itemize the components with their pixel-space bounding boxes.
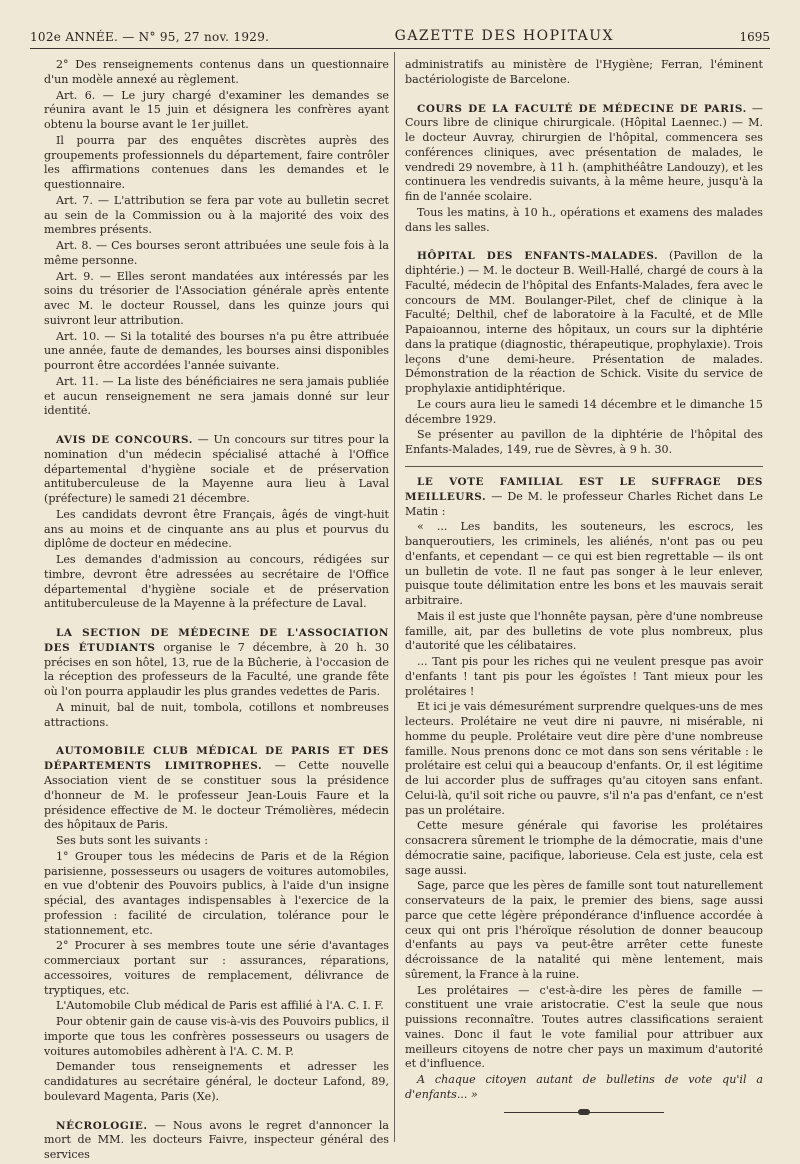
section-heading: HÔPITAL DES ENFANTS-MALADES.	[417, 250, 659, 263]
section-text: (Pavillon de la diphtérie.) — M. le docteur B. Weill-Hallé, chargé de cours à la Faculté, médecin de l'hôpital des Enfants-Malades, fera avec le concours de MM. Boulanger-Pilet, chef de clinique à la Faculté; Delthil, chef de laboratoire à la Faculté, et de Mlle Papaioannou, interne des hôpitaux, un cours sur la diphtérie dans la pratique (diagnostic, thérapeutique, prophylaxie). Trois leçons d'une demi-heure. Présentation de malades. Démonstration de la réaction de Schick. Visite du service de prophylaxie antidiphtérique.	[405, 249, 763, 396]
section-heading: LE VOTE FAMILIAL EST LE SUFFRAGE DES MEILLEURS.	[405, 475, 763, 503]
paragraph: Les prolétaires — c'est-à-dire les pères de famille — constituent une vraie aristocratie. C'est la seule que nous puissions reconnaître. Toutes autres classifications seraient vaines. Donc il faut le vote familial pour attribuer aux meilleurs citoyens de notre cher pays un maximum d'autorité et d'influence.	[405, 983, 763, 1071]
section-text: organise le 7 décembre, à 20 h. 30 précises en son hôtel, 13, rue de la Bûcherie, à l'occasion de la réception des professeurs de la Faculté, une grande fête où l'on pourra applaudir les plus grandes vedettes de Paris.	[44, 640, 390, 699]
paragraph: Art. 7. — L'attribution se fera par vote au bulletin secret au sein de la Commission ou à la majorité des voix des membres présents.	[44, 193, 389, 237]
paragraph: 1° Grouper tous les médecins de Paris et de la Région parisienne, possesseurs ou usagers de voitures automobiles, en vue d'obtenir des Pouvoirs publics, à l'aide d'un insigne spécial, des avantages indispensables à l'exercice de la profession : facilité de circulation, tolérance pour le stationnement, etc.	[44, 849, 389, 937]
paragraph: A minuit, bal de nuit, tombola, cotillons et nombreuses attractions.	[44, 700, 389, 729]
paragraph	[44, 433, 389, 507]
section-heading: LA SECTION DE MÉDECINE DE L'ASSOCIATION DES ÉTUDIANTS	[44, 627, 389, 654]
issue-info: 102e ANNÉE. — N° 95, 27 nov. 1929.	[30, 30, 270, 44]
paragraph: 2° Des renseignements contenus dans un questionnaire d'un modèle annexé au règlement.	[44, 58, 389, 86]
section-text: — Cette nouvelle Association vient de se constituer sous la présidence d'honneur de M. le professeur Jean-Louis Faure et la présidence effective de M. le docteur Trémolières, médecin des hôpitaux de Paris.	[44, 759, 389, 832]
left-column	[44, 58, 389, 1164]
paragraph: Ses buts sont les suivants :	[56, 834, 208, 848]
section-heading: COURS DE LA FACULTÉ DE MÉDECINE DE PARIS.	[417, 102, 747, 115]
end-ornament	[504, 1109, 664, 1115]
paragraph	[44, 744, 389, 833]
paragraph	[405, 102, 763, 205]
section-cours-faculte	[405, 102, 763, 236]
paragraph: Et ici je vais démesurément surprendre quelques-uns de mes lecteurs. Prolétaire ne veut dire ni pauvre, ni misérable, ni homme du peuple. Prolétaire veut dire père d'une nombreuse famille. Nous prenons donc ce mot dans son sens véritable : le prolétaire est celui qui a beaucoup d'enfants. Or, il est légitime de lui accorder plus de suffrages qu'au citoyen sans enfant. Celui-là, qu'il soit riche ou pauvre, s'il n'a pas d'enfant, ce n'est pas un prolétaire.	[405, 700, 763, 817]
paragraph: Les demandes d'admission au concours, rédigées sur timbre, devront être adressées au secrétaire de l'Office départemental d'hygiène sociale et de préservation antituberculeuse de la Mayenne à la préfecture de Laval.	[44, 553, 389, 611]
page-number: 1695	[739, 30, 770, 44]
paragraph: A chaque citoyen autant de bulletins de vote qu'il a d'enfants... »	[405, 1073, 763, 1101]
right-column	[405, 58, 763, 1115]
journal-title: GAZETTE DES HOPITAUX	[394, 28, 615, 44]
section-concours	[44, 433, 389, 612]
paragraph: Les candidats devront être Français, âgés de vingt-huit ans au moins et de cinquante ans au plus et pourvus du diplôme de docteur en médecine.	[44, 507, 389, 551]
paragraph: Tous les matins, à 10 h., opérations et examens des malades dans les salles.	[405, 205, 763, 234]
paragraph: Art. 8. — Ces bourses seront attribuées une seule fois à la même personne.	[44, 239, 389, 267]
section-heading: AVIS DE CONCOURS.	[56, 434, 193, 446]
paragraph: « ... Les bandits, les souteneurs, les escrocs, les banqueroutiers, les criminels, les aliénés, n'ont pas ou peu d'enfants, et cependant — ce qui est bien regrettable — ils ont un bulletin de vote. Il ne faut pas songer à le leur enlever, puisque toute délimitation entre les bons et les mauvais serait arbitraire.	[405, 520, 763, 608]
paragraph: Art. 9. — Elles seront mandatées aux intéressés par les soins du trésorier de l'Association générale après entente avec M. le docteur Roussel, dans les quinze jours qui suivront leur attribution.	[44, 269, 389, 327]
section-necrologie	[44, 1119, 389, 1163]
section-automobile-club	[44, 744, 389, 1104]
paragraph: Art. 11. — La liste des bénéficiaires ne sera jamais publiée et aucun renseignement ne sera jamais donné sur leur identité.	[44, 374, 389, 418]
section-vote-familial	[405, 475, 763, 1103]
section-text: — Un concours sur titres pour la nomination d'un médecin spécialisé attaché à l'Office départemental d'hygiène sociale et de préservation antituberculeuse de la Mayenne aura lieu à Laval (préfecture) le samedi 21 décembre.	[44, 433, 389, 506]
paragraph: administratifs au ministère de l'Hygiène; Ferran, l'éminent bactériologiste de Barcelone.	[405, 58, 763, 86]
section-rule	[405, 466, 763, 467]
paragraph: 2° Procurer à ses membres toute une série d'avantages commerciaux portant sur : assurances, réparations, accessoires, voitures de remplacement, délivrance de tryptiques, etc.	[44, 939, 389, 997]
paragraph	[44, 1119, 389, 1163]
paragraph: Se présenter au pavillon de la diphtérie de l'hôpital des Enfants-Malades, 149, rue de Sèvres, à 9 h. 30.	[405, 428, 763, 457]
paragraph: Pour obtenir gain de cause vis-à-vis des Pouvoirs publics, il importe que tous les confrères possesseurs ou usagers de voitures automobiles adhèrent à l'A. C. M. P.	[44, 1015, 389, 1058]
section-text: — Cours libre de clinique chirurgicale. (Hôpital Laennec.) — M. le docteur Auvray, chirurgien de l'hôpital, commencera ses conférences cliniques, avec présentation de malades, le vendredi 29 novembre, à 11 h. (amphithéâtre Landouzy), et les continuera les vendredis suivants, à la même heure, jusqu'à la fin de l'année scolaire.	[405, 101, 763, 204]
paragraph	[405, 475, 763, 519]
paragraph: Demander tous renseignements et adresser les candidatures au secrétaire général, le docteur Lafond, 89, boulevard Magenta, Paris (Xe).	[44, 1060, 389, 1103]
section-hopital-enfants	[405, 249, 763, 458]
paragraph	[44, 626, 389, 700]
paragraph: Le cours aura lieu le samedi 14 décembre et le dimanche 15 décembre 1929.	[405, 397, 763, 426]
paragraph: Sage, parce que les pères de famille sont tout naturellement conservateurs de la paix, le premier des biens, sage aussi parce que cette légère prépondérance d'influence accordée à ceux qui ont pris l'héroïque résolution de donner beaucoup d'enfants au pays va peut-être arrêter cette funeste décroissance de la natalité qui mène lentement, mais sûrement, la France à la ruine.	[405, 879, 763, 981]
paragraph: Cette mesure générale qui favorise les prolétaires consacrera sûrement le triomphe de la démocratie, mais d'une démocratie saine, pacifique, laborieuse. Cela est juste, cela est sage aussi.	[405, 819, 763, 877]
paragraph: Art. 6. — Le jury chargé d'examiner les demandes se réunira avant le 15 juin et désignera les confrères ayant obtenu la bourse avant le 1er juillet.	[44, 88, 389, 131]
paragraph: Art. 10. — Si la totalité des bourses n'a pu être attribuée une année, faute de demandes, les bourses ainsi disponibles pourront être accordées l'année suivante.	[44, 329, 389, 372]
column-divider	[394, 52, 395, 1142]
paragraph	[405, 249, 763, 397]
paragraph: Mais il est juste que l'honnête paysan, père d'une nombreuse famille, ait, par des bulletins de vote plus nombreux, plus d'autorité que les célibataires.	[405, 609, 763, 653]
section-text: — De M. le professeur Charles Richet dans Le Matin :	[405, 489, 763, 518]
section-etudiants	[44, 626, 389, 730]
page-header	[30, 14, 770, 49]
section-text: — Nous avons le regret d'annoncer la mort de MM. les docteurs Faivre, inspecteur général des services	[44, 1118, 389, 1162]
paragraph: L'Automobile Club médical de Paris est affilié à l'A. C. I. F.	[56, 999, 384, 1013]
paragraph: Il pourra par des enquêtes discrètes auprès des groupements professionnels du département, faire contrôler les affirmations contenues dans les demandes et le questionnaire.	[44, 133, 389, 191]
section-heading: AUTOMOBILE CLUB MÉDICAL DE PARIS ET DES DÉPARTEMENTS LIMITROPHES.	[44, 745, 389, 773]
paragraph: ... Tant pis pour les riches qui ne veulent presque pas avoir d'enfants ! tant pis pour les égoïstes ! Tant mieux pour les prolétaires !	[405, 655, 763, 698]
section-heading: NÉCROLOGIE.	[56, 1119, 148, 1132]
